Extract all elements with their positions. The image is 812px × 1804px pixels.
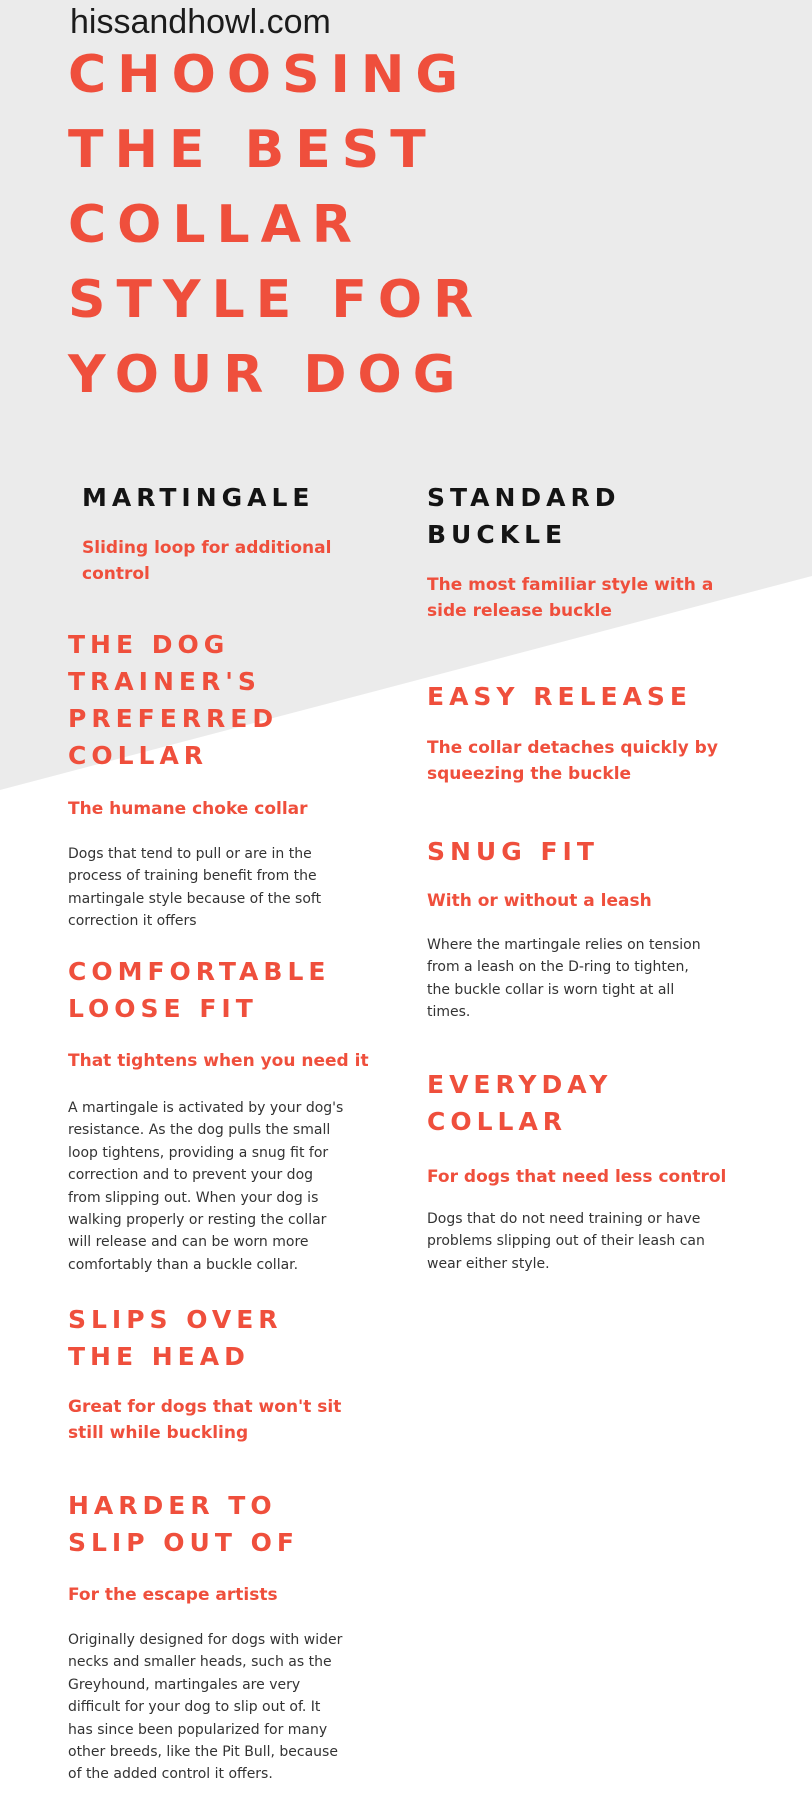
page-title [68,38,484,413]
section-heading-preferred-collar [68,626,278,774]
section-heading-snug-fit [427,833,599,870]
section-heading-line: SNUG FIT [427,837,599,866]
section-subtitle-everyday-collar: For dogs that need less control [427,1167,727,1187]
body-line: Greyhound, martingales are very [68,1676,301,1693]
section-subtitle-harder-to-slip: For the escape artists [68,1585,278,1605]
section-heading-line: COLLAR [68,741,209,770]
body-line: A martingale is activated by your dog's [68,1100,344,1116]
section-body-harder-to-slip [68,1629,342,1786]
body-line: Dogs that tend to pull or are in the [68,846,312,862]
body-line: from slipping out. When your dog is [68,1189,319,1206]
body-line: will release and can be worn more [68,1234,309,1251]
column-heading-line: BUCKLE [427,520,568,549]
column-heading-line: STANDARD [427,483,621,512]
section-heading-line: COLLAR [427,1107,568,1136]
title-line: CHOOSING [68,45,470,105]
section-heading-harder-to-slip [68,1487,299,1561]
section-heading-line: THE HEAD [68,1342,250,1371]
body-line: correction and to prevent your dog [68,1167,314,1184]
body-line: other breeds, like the Pit Bull, because [68,1744,338,1761]
section-heading-slips-over-head [68,1301,283,1375]
body-line: from a leash on the D-ring to tighten, [427,959,689,976]
section-heading-everyday-collar [427,1066,612,1140]
section-heading-line: LOOSE FIT [68,994,258,1023]
section-body-loose-fit [68,1097,343,1276]
section-body-snug-fit [427,934,701,1024]
section-heading-line: THE DOG [68,630,230,659]
section-subtitle-loose-fit: That tightens when you need it [68,1051,369,1071]
body-line: walking properly or resting the collar [68,1212,327,1229]
martingale-heading [82,479,315,516]
section-heading-line: SLIP OUT OF [68,1528,299,1557]
section-heading-line: EASY RELEASE [427,682,693,711]
section-subtitle-preferred-collar: The humane choke collar [68,799,308,819]
body-line: loop tightens, providing a snug fit for [68,1144,329,1161]
body-line: Originally designed for dogs with wider [68,1632,343,1648]
section-heading-line: EVERYDAY [427,1070,613,1099]
section-heading-line: HARDER TO [68,1491,277,1520]
buckle-heading [427,479,621,553]
martingale-subtitle: Sliding loop for additional control [82,538,332,584]
body-line: the buckle collar is worn tight at all [427,981,675,998]
body-line: wear either style. [427,1255,550,1272]
body-line: necks and smaller heads, such as the [68,1654,332,1671]
body-line: resistance. As the dog pulls the small [68,1122,331,1139]
body-line: Dogs that do not need training or have [427,1211,701,1227]
section-heading-line: PREFERRED [68,704,279,733]
section-heading-line: SLIPS OVER [68,1305,283,1334]
buckle-subtitle: The most familiar style with a side release buckle [427,575,714,621]
source-website: hissandhowl.com [70,3,331,41]
section-heading-loose-fit [68,953,330,1027]
section-subtitle-snug-fit: With or without a leash [427,891,652,911]
title-line: COLLAR [68,195,363,255]
body-line: problems slipping out of their leash can [427,1233,705,1250]
body-line: difficult for your dog to slip out of. It [68,1699,321,1716]
section-subtitle-slips-over-head: Great for dogs that won't sit still while buckling [68,1397,342,1443]
body-line: comfortably than a buckle collar. [68,1256,299,1273]
section-heading-line: COMFORTABLE [68,957,331,986]
body-line: times. [427,1004,471,1021]
section-body-everyday-collar [427,1208,705,1275]
body-line: martingale style because of the soft [68,890,322,907]
body-line: correction it offers [68,913,197,930]
title-line: YOUR DOG [68,345,467,405]
body-line: of the added control it offers. [68,1766,273,1783]
title-line: STYLE FOR [68,270,485,330]
section-subtitle-easy-release: The collar detaches quickly by squeezing the buckle [427,738,718,784]
title-line: THE BEST [68,120,437,180]
body-line: process of training benefit from the [68,868,317,885]
body-line: Where the martingale relies on tension [427,937,701,953]
section-heading-line: TRAINER'S [68,667,261,696]
section-body-preferred-collar [68,843,321,933]
section-heading-easy-release [427,678,692,715]
column-heading-line: MARTINGALE [82,483,315,512]
body-line: has since been popularized for many [68,1721,328,1738]
